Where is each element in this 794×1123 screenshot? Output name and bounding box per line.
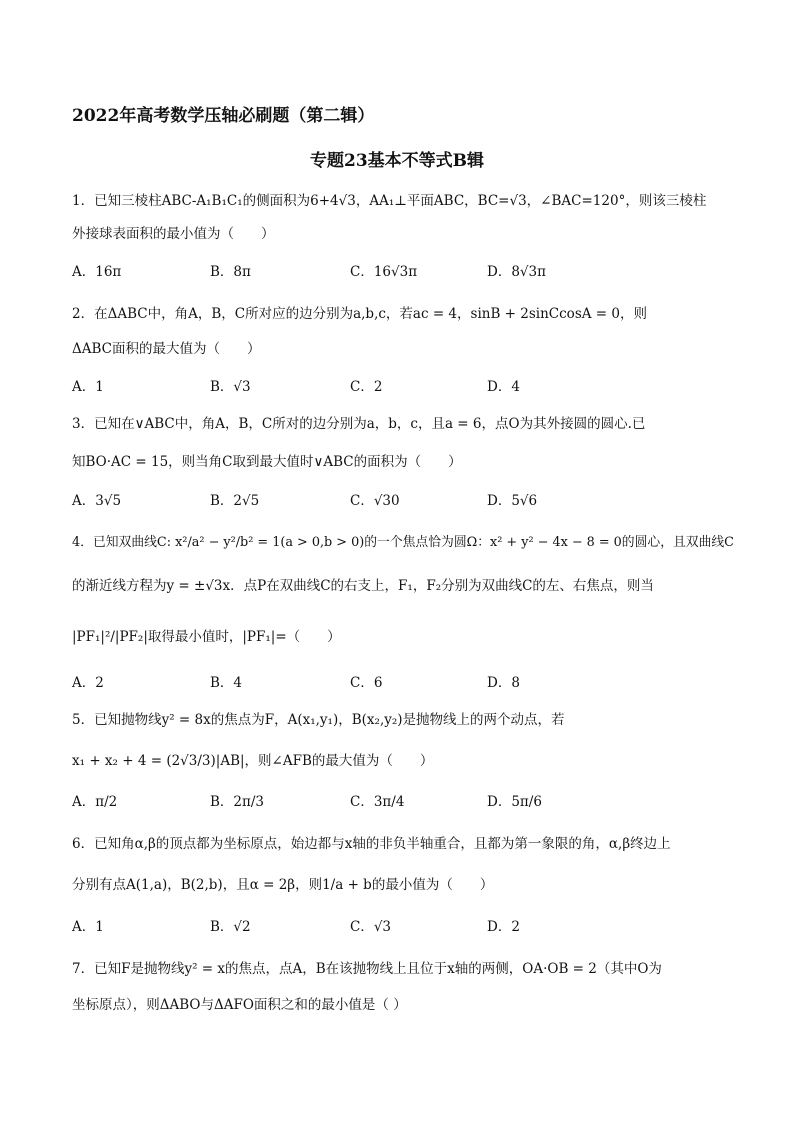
question-5-line-1: 5．已知抛物线y² = 8x的焦点为F，A(x₁,y₁)，B(x₂,y₂)是抛物线上的两个动点，若 bbox=[72, 712, 565, 728]
question-6-option-c: C．√3 bbox=[350, 919, 392, 935]
question-2-line-2: ΔABC面积的最大值为（ ） bbox=[72, 341, 261, 357]
question-3-option-c: C．√30 bbox=[350, 493, 400, 509]
question-2-line-1: 2．在ΔABC中，角A，B，C所对应的边分别为a,b,c，若ac = 4，sinB + 2sinCcosA = 0，则 bbox=[72, 306, 647, 322]
question-3-line-1: 3．已知在∨ABC中，角A，B，C所对的边分别为a，b，c，且a = 6，点O为其外接圆的圆心.已 bbox=[72, 416, 646, 432]
question-6-option-b: B．√2 bbox=[210, 919, 251, 935]
question-4-line-3: |PF₁|²/|PF₂|取得最小值时，|PF₁|=（ ） bbox=[72, 629, 341, 645]
question-1-line-2: 外接球表面积的最小值为（ ） bbox=[72, 226, 275, 242]
question-3-option-d: D．5√6 bbox=[487, 493, 538, 509]
question-1-option-c: C．16√3π bbox=[350, 264, 418, 280]
page-title: 2022年高考数学压轴必刷题（第二辑） bbox=[72, 106, 375, 126]
question-5-option-c: C．3π/4 bbox=[350, 794, 405, 810]
question-6-option-a: A．1 bbox=[72, 919, 104, 935]
question-1-option-d: D．8√3π bbox=[487, 264, 546, 280]
question-5-line-2: x₁ + x₂ + 4 = (2√3/3)|AB|，则∠AFB的最大值为（ ） bbox=[72, 753, 434, 769]
question-2-option-c: C．2 bbox=[350, 379, 383, 395]
question-5-option-d: D．5π/6 bbox=[487, 794, 542, 810]
question-5-option-a: A．π/2 bbox=[72, 794, 118, 810]
question-3-option-b: B．2√5 bbox=[210, 493, 260, 509]
question-4-option-d: D．8 bbox=[487, 675, 520, 691]
question-1-line-1: 1．已知三棱柱ABC-A₁B₁C₁的侧面积为6+4√3，AA₁⊥平面ABC，BC=√3，∠BAC=120°，则该三棱柱 bbox=[72, 193, 707, 209]
question-4-option-b: B．4 bbox=[210, 675, 243, 691]
question-3-line-2: 知BO·AC = 15，则当角C取到最大值时∨ABC的面积为（ ） bbox=[72, 454, 462, 470]
question-2-option-d: D．4 bbox=[487, 379, 520, 395]
question-2-option-a: A．1 bbox=[72, 379, 104, 395]
question-4-line-2: 的渐近线方程为y = ±√3x．点P在双曲线C的右支上，F₁，F₂分别为双曲线C的左、右焦点，则当 bbox=[72, 578, 654, 594]
question-7-line-2: 坐标原点），则ΔABO与ΔAFO面积之和的最小值是（ ） bbox=[72, 997, 407, 1013]
question-4-line-1: 4．已知双曲线C: x²/a² − y²/b² = 1(a > 0,b > 0)的一个焦点恰为圆Ω：x² + y² − 4x − 8 = 0的圆心，且双曲线C bbox=[72, 535, 734, 550]
question-4-option-a: A．2 bbox=[72, 675, 104, 691]
question-1-option-a: A．16π bbox=[72, 264, 122, 280]
question-7-line-1: 7．已知F是抛物线y² = x的焦点，点A，B在该抛物线上且位于x轴的两侧，OA·OB = 2（其中O为 bbox=[72, 961, 662, 977]
page-subtitle: 专题23基本不等式B辑 bbox=[309, 151, 485, 171]
question-6-line-1: 6．已知角α,β的顶点都为坐标原点，始边都与x轴的非负半轴重合，且都为第一象限的角，α,β终边上 bbox=[72, 836, 671, 852]
question-2-option-b: B．√3 bbox=[210, 379, 251, 395]
question-6-option-d: D．2 bbox=[487, 919, 520, 935]
question-3-option-a: A．3√5 bbox=[72, 493, 122, 509]
question-6-line-2: 分别有点A(1,a)，B(2,b)，且α = 2β，则1/a + b的最小值为（ ） bbox=[72, 877, 494, 893]
question-5-option-b: B．2π/3 bbox=[210, 794, 265, 810]
question-4-option-c: C．6 bbox=[350, 675, 383, 691]
question-1-option-b: B．8π bbox=[210, 264, 251, 280]
